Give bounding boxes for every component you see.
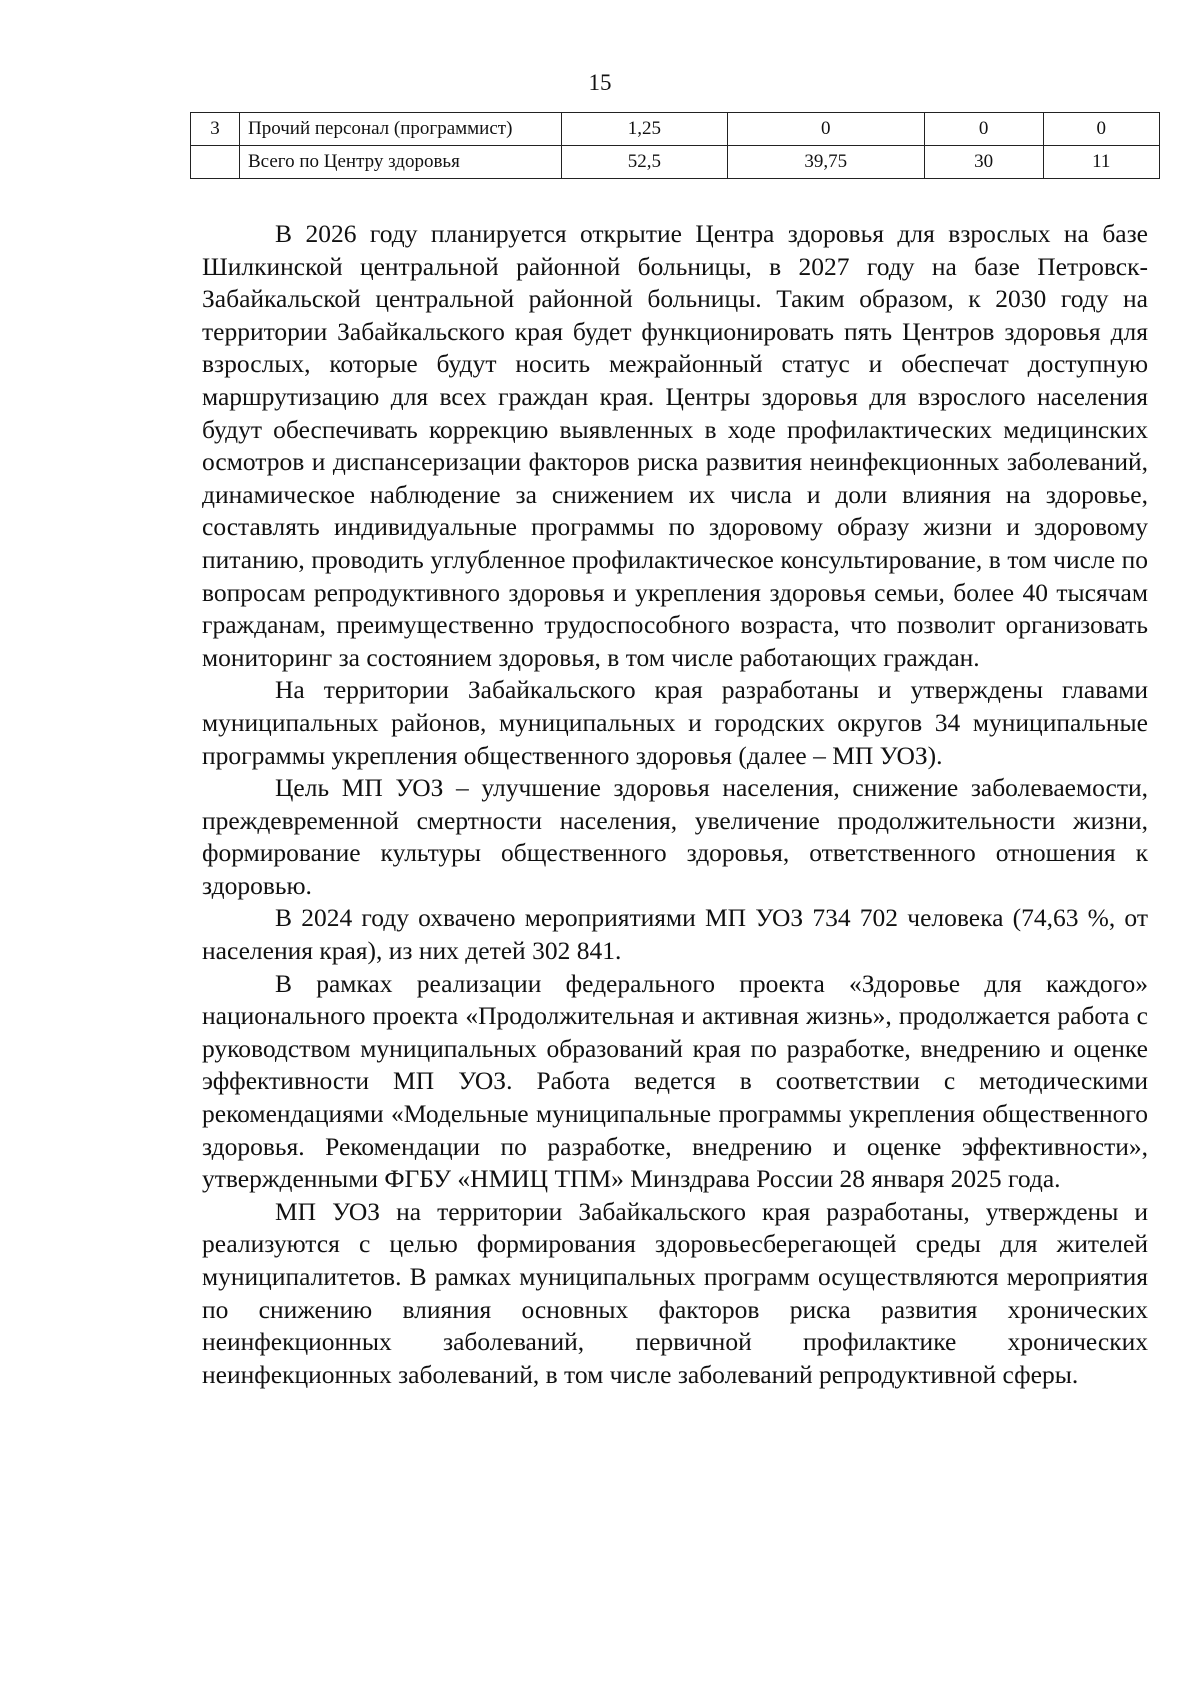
paragraph: В рамках реализации федерального проекта «Здоровье для каждого» национального проекта «Продолжительная и активная жизнь», продолжается работа с руководством муниципальных образований края по разработке, внедрению и оценке эффективности МП УОЗ. Работа ведется в соответствии с методическими рекомендациями «Модельные муниципальные программы укрепления общественного здоровья. Рекомендации по разработке, внедрению и оценке эффективности», утвержденными ФГБУ «НМИЦ ТПМ» Минздрава России 28 января 2025 года. bbox=[202, 968, 1148, 1194]
table-cell-value: 0 bbox=[924, 113, 1043, 146]
table-cell-value: 11 bbox=[1043, 146, 1159, 179]
table-cell-value: 39,75 bbox=[727, 146, 924, 179]
table-row-total bbox=[191, 146, 1160, 179]
paragraph: В 2024 году охвачено мероприятиями МП УОЗ 734 702 человека (74,63 %, от населения края), из них детей 302 841. bbox=[202, 903, 1148, 966]
document-body bbox=[202, 218, 1148, 1391]
table-cell-name: Всего по Центру здоровья bbox=[240, 146, 562, 179]
paragraph: Цель МП УОЗ – улучшение здоровья населения, снижение заболеваемости, преждевременной смертности населения, увеличение продолжительности жизни, формирование культуры общественного здоровья, ответственного отношения к здоровью. bbox=[202, 773, 1148, 900]
table-cell-name: Прочий персонал (программист) bbox=[240, 113, 562, 146]
page-number: 15 bbox=[588, 70, 612, 95]
table-cell-value: 52,5 bbox=[562, 146, 728, 179]
paragraph: На территории Забайкальского края разработаны и утверждены главами муниципальных районов, муниципальных и городских округов 34 муниципальные программы укрепления общественного здоровья (далее – МП УОЗ). bbox=[202, 675, 1148, 770]
paragraph: МП УОЗ на территории Забайкальского края разработаны, утверждены и реализуются с целью формирования здоровьесберегающей среды для жителей муниципалитетов. В рамках муниципальных программ осуществляются мероприятия по снижению влияния основных факторов риска развития хронических неинфекционных заболеваний, первичной профилактике хронических неинфекционных заболеваний, в том числе заболеваний репродуктивной сферы. bbox=[202, 1196, 1148, 1389]
table-cell-number: 3 bbox=[191, 113, 240, 146]
staff-table bbox=[190, 112, 1160, 179]
table-row bbox=[191, 113, 1160, 146]
table-cell-value: 0 bbox=[727, 113, 924, 146]
table-cell-value: 30 bbox=[924, 146, 1043, 179]
paragraph: В 2026 году планируется открытие Центра здоровья для взрослых на базе Шилкинской центральной районной больницы, в 2027 году на базе Петровск-Забайкальской центральной районной больницы. Таким образом, к 2030 году на территории Забайкальского края будет функционировать пять Центров здоровья для взрослых, которые будут носить межрайонный статус и обеспечат доступную маршрутизацию для всех граждан края. Центры здоровья для взрослого населения будут обеспечивать коррекцию выявленных в ходе профилактических медицинских осмотров и диспансеризации факторов риска развития неинфекционных заболеваний, динамическое наблюдение за снижением их числа и доли влияния на здоровье, составлять индивидуальные программы по здоровому образу жизни и здоровому питанию, проводить углубленное профилактическое консультирование, в том числе по вопросам репродуктивного здоровья и укрепления здоровья семьи, более 40 тысячам гражданам, преимущественно трудоспособного возраста, что позволит организовать мониторинг за состоянием здоровья, в том числе работающих граждан. bbox=[202, 219, 1148, 672]
table-cell-value: 0 bbox=[1043, 113, 1159, 146]
table-cell-value: 1,25 bbox=[562, 113, 728, 146]
table-cell-number bbox=[191, 146, 240, 179]
